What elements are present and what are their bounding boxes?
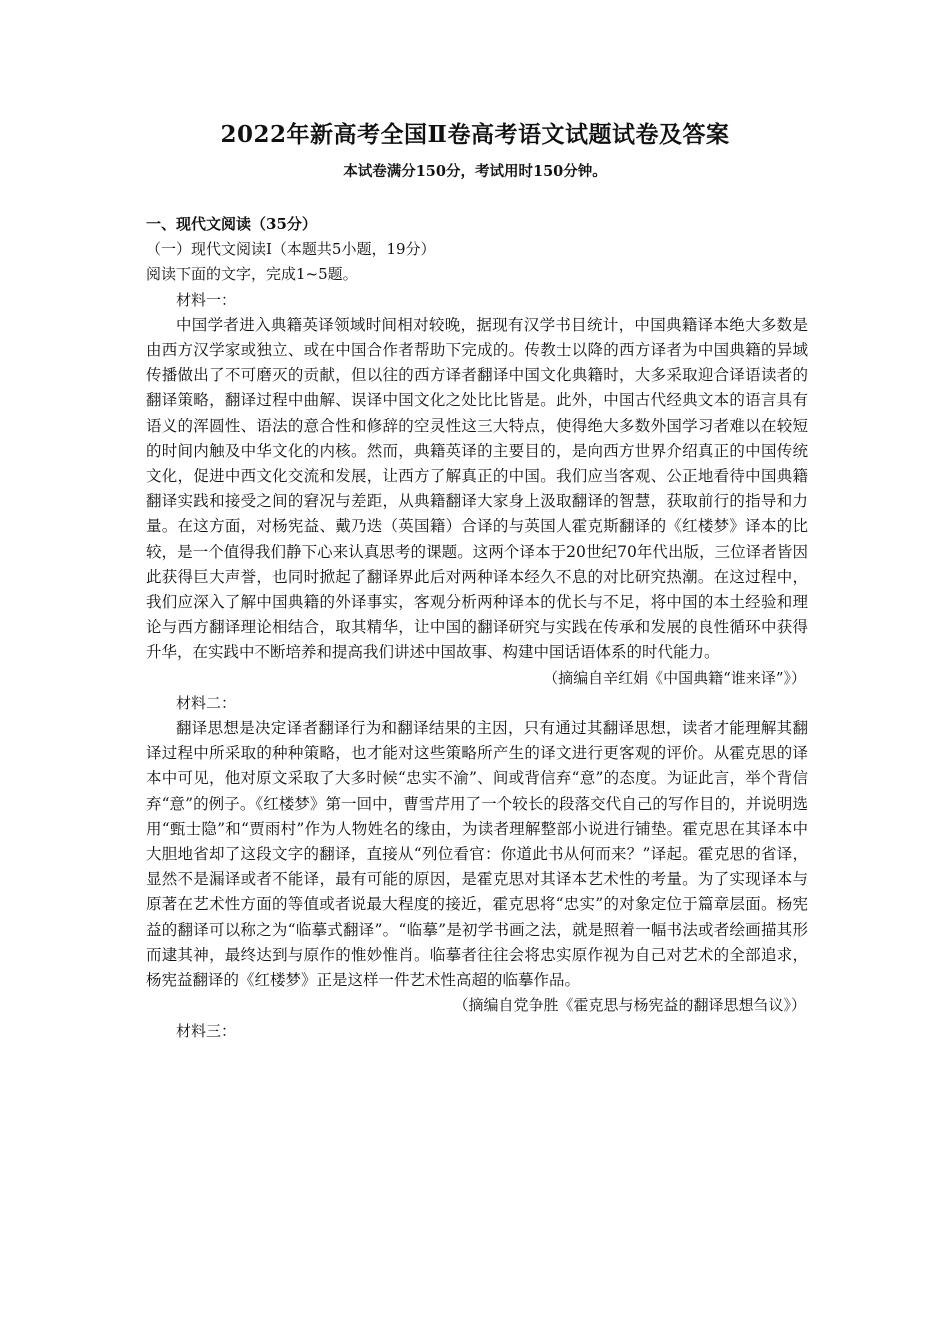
material-3-label: 材料三： [176,1021,237,1040]
material-2-label: 材料二： [176,693,237,712]
material-2-text: 翻译思想是决定译者翻译行为和翻译结果的主因，只有通过其翻译思想，读者才能理解其翻译过程中所采取的种种策略，也才能对这些策略所产生的译文进行更客观的评价。从霍克思的译本中可见，他对原文采取了大多时候“忠实不渝”、间或背信弃“意”的态度。为证此言，举个背信弃“意”的例子。《红楼梦》第一回中，曹雪芹用了一个较长的段落交代自己的写作目的，并说明选用“甄士隐”和“贾雨村”作为人物姓名的缘由，为读者理解整部小说进行铺垫。霍克思在其译本中大胆地省却了这段文字的翻译，直接从“列位看官：你道此书从何而来？”译起。霍克思的省译，显然不是漏译或者不能译，最有可能的原因，是霍克思对其译本艺术性的考量。为了实现译本与原著在艺术性方面的等值或者说最大程度的接近，霍克思将“忠实”的对象定位于篇章层面。杨宪益的翻译可以称之为“临摹式翻译”。“临摹”是初学书画之法，就是照着一幅书法或者绘画描其形而逮其神，最终达到与原作的惟妙惟肖。临摹者往往会将忠实原作视为自己对艺术的全部追求，杨宪益翻译的《红楼梦》正是这样一件艺术性高超的临摹作品。 [146,719,808,990]
material-2-source: （摘编自党争胜《霍克思与杨宪益的翻译思想刍议》） [453,996,806,1015]
section-heading: 一、现代文阅读（35分） [146,215,317,233]
page-title: 2022年新高考全国Ⅱ卷高考语文试题试卷及答案 [220,121,730,148]
document-body [146,212,808,1044]
exam-info: 本试卷满分150分，考试用时150分钟。 [343,163,607,180]
subsection-heading: （一）现代文阅读Ⅰ（本题共5小题，19分） [146,240,436,259]
reading-instruction: 阅读下面的文字，完成1~5题。 [146,265,358,284]
material-1-source: （摘编自辛红娟《中国典籍“谁来译”》） [543,668,806,687]
material-1-text: 中国学者进入典籍英译领域时间相对较晚，据现有汉学书目统计，中国典籍译本绝大多数是由西方汉学家或独立、或在中国合作者帮助下完成的。传教士以降的西方译者为中国典籍的异域传播做出了不可磨灭的贡献，但以往的西方译者翻译中国文化典籍时，大多采取迎合译语读者的翻译策略，翻译过程中曲解、误译中国文化之处比比皆是。此外，中国古代经典文本的语言具有语义的浑圆性、语法的意合性和修辞的空灵性这三大特点，使得绝大多数外国学习者难以在较短的时间内触及中华文化的内核。然而，典籍英译的主要目的，是向西方世界介绍真正的中国传统文化，促进中西文化交流和发展，让西方了解真正的中国。我们应当客观、公正地看待中国典籍翻译实践和接受之间的窘况与差距，从典籍翻译大家身上汲取翻译的智慧，获取前行的指导和力量。在这方面，对杨宪益、戴乃迭（英国籍）合译的与英国人霍克斯翻译的《红楼梦》译本的比较，是一个值得我们静下心来认真思考的课题。这两个译本于20世纪70年代出版，三位译者皆因此获得巨大声誉，也同时掀起了翻译界此后对两种译本经久不息的对比研究热潮。在这过程中，我们应深入了解中国典籍的外译事实，客观分析两种译本的优长与不足，将中国的本土经验和理论与西方翻译理论相结合，取其精华，让中国的翻译研究与实践在传承和发展的良性循环中获得升华，在实践中不断培养和提高我们讲述中国故事、构建中国话语体系的时代能力。 [146,315,808,662]
material-1-label: 材料一： [176,290,237,309]
